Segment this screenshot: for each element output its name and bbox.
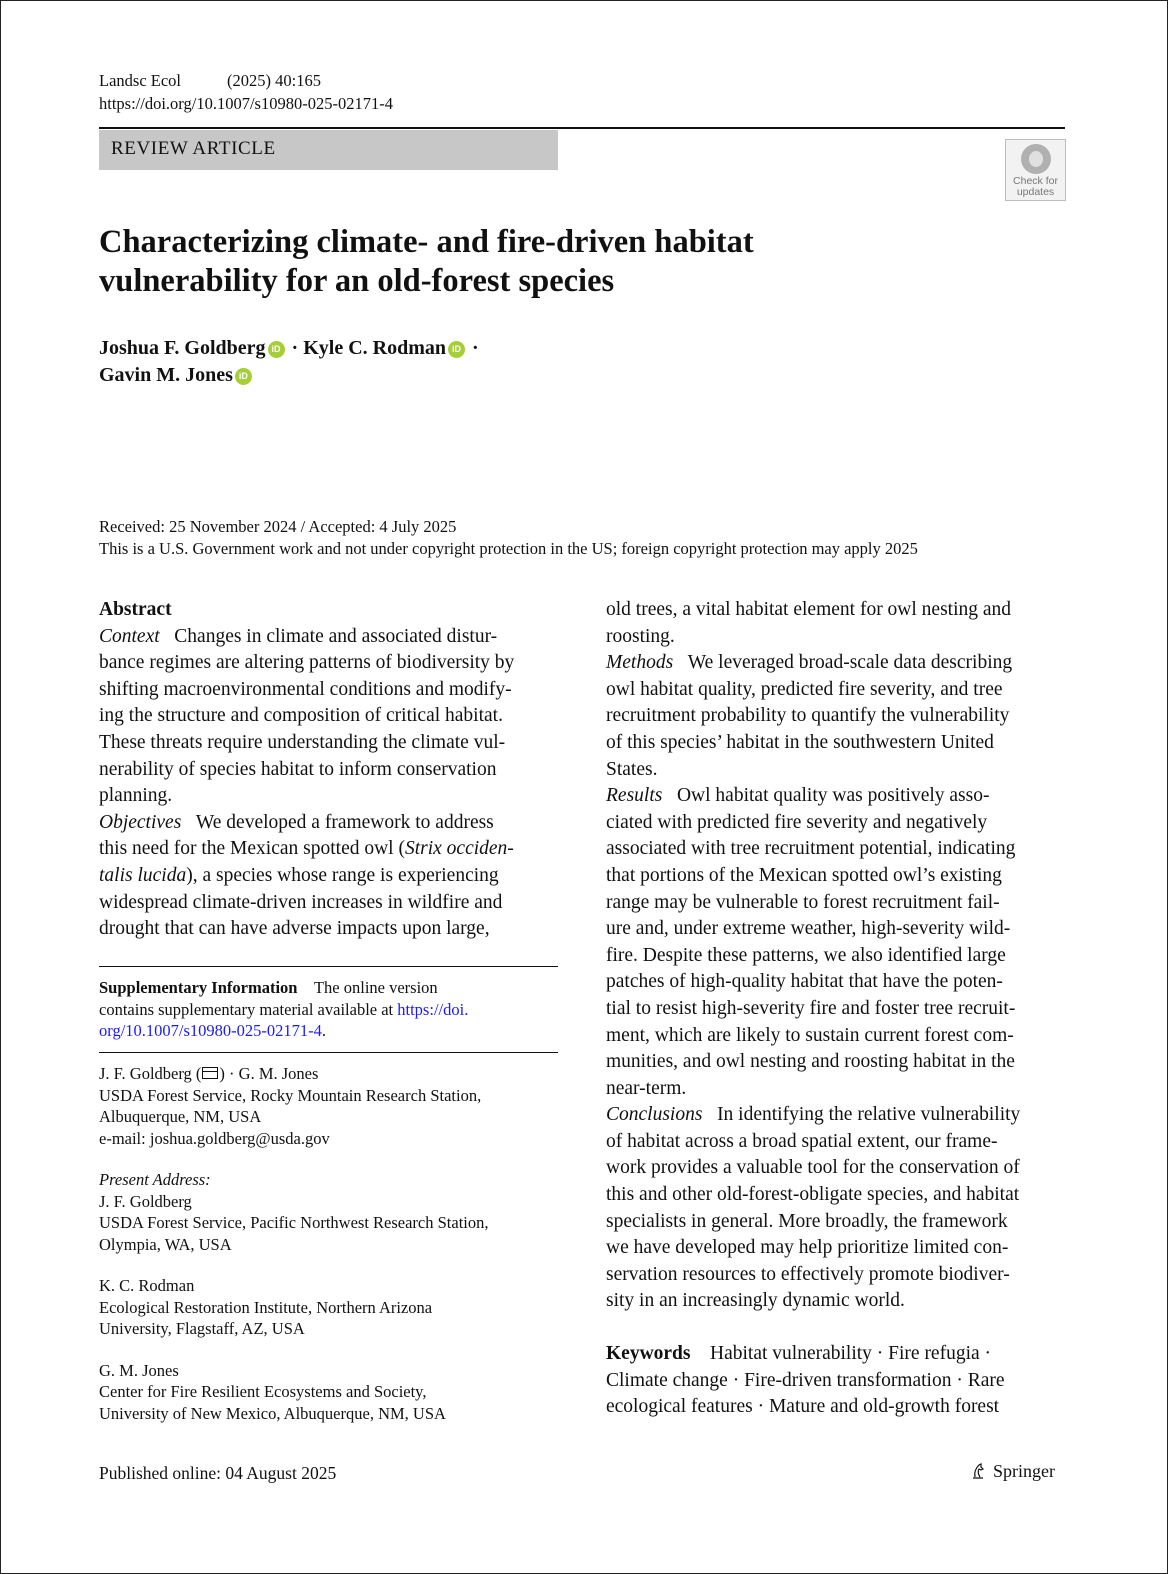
species-name: talis lucida: [99, 864, 187, 886]
supplementary-link[interactable]: https://doi.: [397, 999, 469, 1019]
supplementary-label: Supplementary Information: [99, 978, 298, 997]
text-line: States.: [606, 758, 658, 780]
doi-link[interactable]: https://doi.org/10.1007/s10980-025-02171-4: [99, 94, 393, 113]
text-line: munities, and owl nesting and roosting habitat in the: [606, 1051, 1015, 1073]
supplementary-text-1: The online version: [313, 978, 438, 997]
context-label: Context: [99, 625, 160, 647]
corresponding-author-cont: ) · G. M. Jones: [219, 1064, 319, 1083]
author-list: [99, 335, 659, 389]
supplementary-text-2: contains supplementary material available at: [99, 999, 398, 1019]
header-rule: [99, 127, 1065, 129]
text-line: We developed a framework to address: [195, 811, 494, 833]
orcid-icon[interactable]: iD: [268, 341, 285, 358]
title-line-1: Characterizing climate- and fire-driven habitat: [99, 224, 754, 260]
author-separator: ·: [472, 337, 479, 359]
text-line: sity in an increasingly dynamic world.: [606, 1290, 905, 1312]
text-line: ure and, under extreme weather, high-severity wild-: [606, 918, 1011, 940]
author-rodman[interactable]: Kyle C. Rodman: [303, 337, 446, 359]
copyright-notice: This is a U.S. Government work and not under copyright protection in the US; foreign copyright protection may apply 2025: [99, 539, 918, 558]
footnote-rule: [99, 1052, 558, 1053]
affiliation-name: K. C. Rodman: [99, 1276, 195, 1295]
text-line: ment, which are likely to sustain current forest com-: [606, 1024, 1014, 1046]
title-line-2: vulnerability for an old-forest species: [99, 263, 615, 299]
badge-text-1: Check for: [1013, 175, 1058, 187]
objectives-label: Objectives: [99, 811, 182, 833]
keyword-line: Habitat vulnerability · Fire refugia ·: [710, 1343, 992, 1364]
results-label: Results: [606, 785, 663, 807]
footnote-rule: [99, 966, 558, 967]
text-line: These threats require understanding the climate vul-: [99, 731, 506, 753]
period: .: [321, 1021, 327, 1040]
article-title: [99, 223, 859, 301]
supplementary-info: [99, 977, 558, 1042]
envelope-icon[interactable]: [202, 1067, 218, 1079]
affiliation-line: USDA Forest Service, Pacific Northwest Research Station,: [99, 1213, 489, 1232]
journal-volume: (2025) 40:165: [227, 71, 321, 90]
text-line: recruitment probability to quantify the vulnerability: [606, 705, 1010, 727]
text-line: widespread climate-driven increases in wildfire and: [99, 891, 503, 913]
text-line: old trees, a vital habitat element for owl nesting and: [606, 599, 1012, 620]
text-line: this need for the Mexican spotted owl (: [99, 838, 405, 860]
author-goldberg[interactable]: Joshua F. Goldberg: [99, 337, 266, 359]
abstract-right-column: [606, 597, 1064, 1315]
text-line: tial to resist high-severity fire and foster tree recruit-: [606, 997, 1016, 1019]
keyword-line: ecological features · Mature and old-growth forest: [606, 1396, 1000, 1418]
affiliation-line: USDA Forest Service, Rocky Mountain Research Station,: [99, 1085, 482, 1105]
check-for-updates-badge[interactable]: [1005, 139, 1066, 201]
text-line: patches of high-quality habitat that have the poten-: [606, 971, 1003, 993]
text-line: associated with tree recruitment potential, indicating: [606, 838, 1016, 860]
orcid-icon[interactable]: iD: [448, 341, 465, 358]
received-accepted: Received: 25 November 2024 / Accepted: 4 July 2025: [99, 517, 457, 536]
affiliation-line: University of New Mexico, Albuquerque, NM, USA: [99, 1403, 446, 1423]
species-name: Strix occiden-: [404, 838, 514, 860]
publisher-name: Springer: [993, 1461, 1055, 1481]
springer-logo: [969, 1461, 1055, 1482]
springer-horse-icon: [969, 1462, 987, 1480]
text-line: work provides a valuable tool for the conservation of: [606, 1157, 1020, 1179]
keyword-line: Climate change · Fire-driven transformation · Rare: [606, 1369, 1005, 1391]
text-line: near-term.: [606, 1077, 687, 1099]
affiliation-name: J. F. Goldberg: [99, 1191, 192, 1211]
article-type-banner: [99, 130, 558, 170]
email[interactable]: e-mail: joshua.goldberg@usda.gov: [99, 1128, 330, 1148]
author-jones[interactable]: Gavin M. Jones: [99, 364, 233, 386]
text-line: owl habitat quality, predicted fire severity, and tree: [606, 678, 1003, 700]
text-line: Owl habitat quality was positively asso-: [676, 785, 990, 807]
abstract-heading: Abstract: [99, 599, 172, 620]
supplementary-link-cont[interactable]: org/10.1007/s10980-025-02171-4: [99, 1021, 322, 1040]
affiliation-name: G. M. Jones: [99, 1360, 179, 1380]
affiliations: [99, 1063, 569, 1444]
text-line: shifting macroenvironmental conditions and modify-: [99, 678, 512, 700]
text-line: Changes in climate and associated distur-: [174, 625, 498, 647]
text-line: We leveraged broad-scale data describing: [687, 652, 1013, 674]
affiliation-line: Center for Fire Resilient Ecosystems and Society,: [99, 1382, 427, 1401]
badge-text-2: updates: [1016, 186, 1055, 198]
corresponding-author: J. F. Goldberg (: [99, 1064, 202, 1083]
affiliation-line: Ecological Restoration Institute, Northern Arizona: [99, 1297, 433, 1317]
text-line: nerability of species habitat to inform conservation: [99, 758, 497, 780]
affiliation-line: University, Flagstaff, AZ, USA: [99, 1319, 305, 1338]
text-line: this and other old-forest-obligate species, and habitat: [606, 1184, 1020, 1206]
text-line: range may be vulnerable to forest recruitment fail-: [606, 891, 1000, 913]
keywords-label: Keywords: [606, 1343, 691, 1364]
text-line: of habitat across a broad spatial extent, our frame-: [606, 1130, 998, 1152]
text-line: servation resources to effectively promote biodiver-: [606, 1263, 1010, 1285]
text-line: planning.: [99, 785, 173, 807]
keywords: [606, 1341, 1064, 1421]
text-line: drought that can have adverse impacts upon large,: [99, 918, 490, 940]
text-line: specialists in general. More broadly, the framework: [606, 1210, 1008, 1232]
text-line: roosting.: [606, 625, 675, 647]
affiliation-line: Albuquerque, NM, USA: [99, 1107, 262, 1126]
affiliation-line: Olympia, WA, USA: [99, 1234, 232, 1254]
published-online: Published online: 04 August 2025: [99, 1463, 337, 1483]
check-updates-icon: [1021, 144, 1051, 174]
journal-name: Landsc Ecol: [99, 71, 182, 90]
author-separator: ·: [291, 337, 299, 359]
text-line: that portions of the Mexican spotted owl’s existing: [606, 864, 1002, 886]
text-line: In identifying the relative vulnerability: [717, 1104, 1021, 1126]
text-line: ciated with predicted fire severity and negatively: [606, 811, 988, 833]
text-line: fire. Despite these patterns, we also identified large: [606, 944, 1006, 966]
abstract-left-column: [99, 597, 558, 943]
journal-header: [99, 69, 393, 115]
text-line: of this species’ habitat in the southwestern United: [606, 731, 994, 753]
text-line: we have developed may help prioritize limited con-: [606, 1237, 1009, 1259]
methods-label: Methods: [606, 652, 674, 674]
article-type-label: REVIEW ARTICLE: [111, 138, 276, 159]
present-address-label: Present Address:: [99, 1170, 211, 1189]
text-line: ), a species whose range is experiencing: [186, 864, 499, 886]
text-line: ing the structure and composition of critical habitat.: [99, 705, 503, 727]
orcid-icon[interactable]: iD: [235, 368, 252, 385]
article-dates: [99, 516, 918, 560]
text-line: bance regimes are altering patterns of biodiversity by: [99, 652, 515, 674]
conclusions-label: Conclusions: [606, 1104, 703, 1126]
